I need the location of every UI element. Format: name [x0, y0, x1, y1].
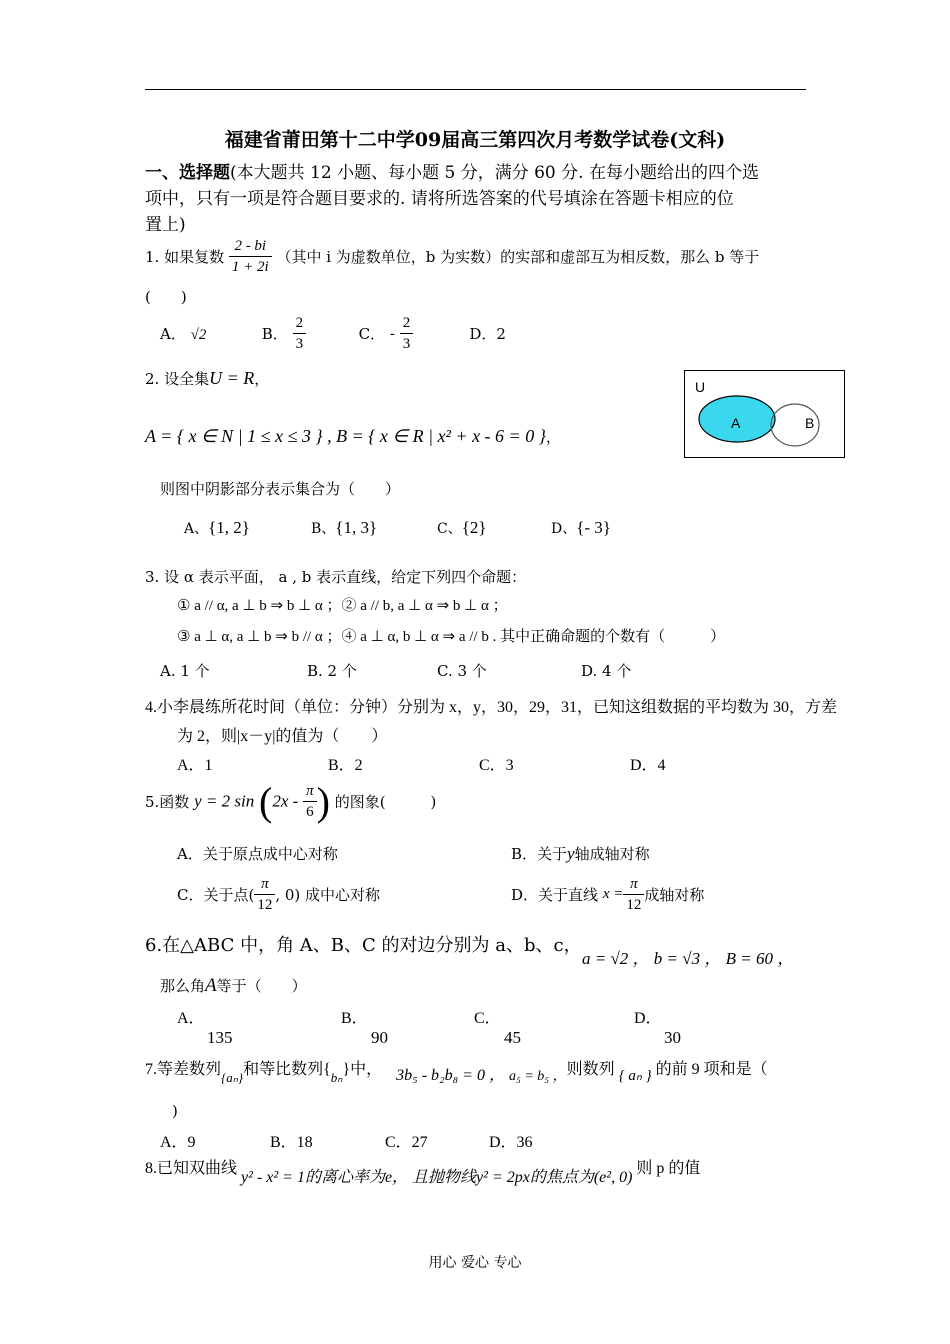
q5-opt-b: B．关于: [511, 845, 568, 863]
header-rule: [145, 89, 806, 90]
q7-stem-c: }中，: [342, 1061, 383, 1078]
q4-line2: 为 2，则|x－y|的值为（ ）: [177, 728, 388, 745]
q5-opt-c-den: 12: [257, 897, 273, 913]
instructions-line1: (本大题共 12 小题、每小题 5 分，满分 60 分. 在每小题给出的四个选: [230, 163, 759, 183]
q2-opt-c: C、: [437, 521, 462, 537]
q7-opt-b: B．18: [270, 1134, 313, 1151]
q5-opt-d-end: 成轴对称: [644, 886, 705, 904]
q7-seq-b: bₙ: [330, 1070, 343, 1085]
q2-options: [184, 518, 611, 538]
q5-opt-c-num: π: [254, 874, 275, 895]
q5-stem: 5.函数 y = 2 sin (2x - $\frac{\pi}{6}$ ) 的图象( ): [145, 779, 437, 824]
q5-opt-c-end: , 0) 成中心对称: [275, 886, 381, 904]
q1-opt-c-den: 3: [402, 336, 411, 352]
q7-seq-a: {aₙ}: [221, 1070, 244, 1085]
venn-label-u: U: [695, 379, 706, 395]
q2-opt-b-val: {1, 3}: [335, 518, 378, 537]
q7-cond2: a₅ = b₅ ，: [508, 1069, 567, 1084]
q1-opt-b-den: 3: [295, 336, 304, 352]
q2-sets: [145, 426, 561, 447]
venn-label-b: B: [805, 415, 815, 431]
q5-stem-b: 的图象( ): [334, 793, 437, 811]
section-heading: 一、选择题: [145, 163, 230, 183]
q1-opt-c: C．: [358, 325, 386, 343]
q3-opt-d: D. 4 个: [581, 662, 632, 680]
q7-seq-a2: { aₙ }: [618, 1068, 652, 1084]
q7-close: ): [172, 1102, 178, 1120]
q1-options: [160, 313, 506, 354]
q2-stem-text: 2. 设全集: [145, 370, 210, 388]
q1-frac-den: 1 + 2i: [231, 259, 269, 275]
q6-stem: 6.在△ABC 中，角 A、B、C 的对边分别为 a、b、c，: [145, 935, 582, 956]
page-footer: 用心 爱心 专心: [428, 1255, 522, 1271]
venn-label-a: A: [731, 415, 741, 431]
q1-opt-c-frac: [400, 313, 414, 354]
q2-universe: U = R: [209, 368, 255, 388]
q5-opt-d-den: 12: [626, 897, 642, 913]
q6-options: [177, 1005, 681, 1048]
q7-stem-a: 7.等差数列: [145, 1061, 222, 1078]
q6-opt-c: C．: [474, 1010, 501, 1027]
q2-opt-d: D、: [551, 521, 577, 537]
q6-opt-a-val: 135: [207, 1028, 233, 1047]
instructions-line2: 项中，只有一项是符合题目要求的. 请将所选答案的代号填涂在答题卡相应的位: [145, 189, 734, 209]
venn-svg: [685, 371, 844, 457]
q1-opt-b-num: 2: [293, 313, 307, 334]
q1-opt-c-sign: -: [389, 324, 395, 343]
q5-pi-frac: [303, 781, 317, 822]
q7-options: [160, 1129, 533, 1152]
q1-stem: [145, 236, 759, 277]
q3-line2: ③ a ⊥ α, a ⊥ b ⇒ b // α ；④ a ⊥ α, b ⊥ α ⇒ a // b . 其中正确命题的个数有（ ）: [177, 629, 726, 645]
q6-ask-b: 等于（ ）: [216, 977, 307, 995]
venn-diagram: [684, 370, 845, 458]
q5-opt-d-frac: [623, 874, 644, 915]
q2-comma: ，: [254, 370, 270, 388]
q2-opt-a: A、: [184, 521, 209, 537]
page-title: 福建省莆田第十二中学09届高三第四次月考数学试卷(文科): [224, 129, 726, 151]
q5-pi-den: 6: [306, 804, 314, 820]
q1-opt-b: B．: [261, 325, 288, 343]
q6-ask-a: 那么角: [160, 977, 206, 995]
q1-frac-num: 2 - bi: [229, 236, 272, 257]
q1-opt-a-val: √2: [190, 327, 207, 343]
q8-stem-a: 8.已知双曲线: [145, 1160, 238, 1177]
q5-opt-d: D．关于直线: [511, 886, 599, 904]
q5-func-pre: y = 2 sin: [194, 791, 255, 811]
q4-opt-a: A．1: [177, 757, 213, 774]
section-instructions: [145, 160, 759, 238]
q3-stem: 3. 设 α 表示平面， a , b 表示直线，给定下列四个命题：: [145, 568, 527, 586]
q7-stem-e: 的前 9 项和是（: [655, 1061, 768, 1078]
q1-paren: ( ): [145, 288, 187, 306]
q1-opt-c-num: 2: [400, 313, 414, 334]
q2-opt-c-val: {2}: [461, 518, 487, 537]
q4-line1: 4.小李晨练所花时间（单位：分钟）分别为 x，y，30，29，31，已知这组数据的平均数为 30，方差: [145, 699, 838, 716]
q5-opt-c-row: [177, 874, 380, 915]
q5-opt-d-num: π: [623, 874, 644, 895]
q2-set-def: A = { x ∈ N | 1 ≤ x ≤ 3 } , B = { x ∈ R | x² + x - 6 = 0 }: [145, 426, 546, 446]
q7-stem: [145, 1056, 768, 1085]
q3-options: [160, 660, 631, 681]
q8-curve: y² - x² = 1的离心率为e， 且抛物线y² = 2px的焦点为(e², 0): [241, 1169, 633, 1186]
q7-stem-b: 和等比数列{: [243, 1061, 331, 1078]
q5-opt-d-var: x =: [602, 886, 624, 902]
q6-ask-var: A: [205, 975, 217, 996]
q2-opt-d-val: {- 3}: [576, 518, 611, 537]
q7-stem-d: 则数列: [566, 1061, 615, 1078]
q7-opt-d: D．36: [489, 1134, 533, 1151]
q6-ask-row: [160, 975, 307, 997]
q1-opt-a: A．: [160, 325, 186, 343]
q2-opt-b: B、: [311, 521, 336, 537]
q1-stem-b: （其中 i 为虚数单位，b 为实数）的实部和虚部互为相反数，那么 b 等于: [276, 248, 760, 266]
q6-opt-d: D．: [634, 1010, 662, 1027]
q3-line1: ① a // α, a ⊥ b ⇒ b ⊥ α ；② a // b, a ⊥ α ⇒ b ⊥ α ；: [177, 598, 508, 614]
instructions-line3: 置上): [145, 215, 186, 235]
q6-opt-d-val: 30: [664, 1028, 681, 1047]
q2-opt-a-val: {1, 2}: [208, 518, 250, 537]
q4-options: [177, 752, 666, 775]
q5-opt-c-frac: [254, 874, 275, 915]
q5-opt-b-end: 轴成轴对称: [574, 845, 650, 863]
q5-opt-d-row: [511, 874, 704, 915]
q2-stem: [145, 368, 269, 389]
q5-opt-a: A．关于原点成中心对称: [177, 845, 338, 863]
q3-opt-c: C. 3 个: [437, 662, 487, 680]
q6-opt-a: A．: [177, 1010, 205, 1027]
q4-opt-b: B．2: [328, 757, 363, 774]
q7-cond1: 3b₅ - b₂b₈ = 0 ，: [396, 1067, 505, 1084]
q1-stem-a: 1. 如果复数: [145, 248, 225, 266]
q5-func-in: 2x -: [272, 791, 299, 811]
q8-stem-b: 则 p 的值: [636, 1160, 701, 1177]
q6-opt-b-val: 90: [371, 1028, 388, 1047]
q1-fraction: [229, 236, 272, 277]
q2-ask: 则图中阴影部分表示集合为（ ）: [160, 480, 401, 498]
q8-stem: [145, 1155, 701, 1186]
q4-opt-c: C．3: [479, 757, 514, 774]
q1-opt-d: D．2: [469, 325, 506, 343]
q7-opt-a: A．9: [160, 1134, 196, 1151]
q3-opt-a: A. 1 个: [160, 662, 210, 680]
q6-opt-b: B．: [341, 1010, 368, 1027]
q5-pi-num: π: [303, 781, 317, 802]
q1-opt-b-frac: [293, 313, 307, 354]
q6-opt-c-val: 45: [504, 1028, 521, 1047]
q4-opt-d: D．4: [630, 757, 666, 774]
q5-opt-b-var: y: [567, 844, 575, 863]
q7-opt-c: C．27: [385, 1134, 428, 1151]
q2-set-end: ，: [545, 428, 561, 446]
q5-opt-c: C．关于点(: [177, 886, 255, 904]
q5-opt-b-row: [511, 843, 650, 864]
q3-opt-b: B. 2 个: [307, 662, 357, 680]
q6-cond: a = √2 ， b = √3 ， B = 60 ，: [582, 949, 795, 968]
q5-stem-a: 5.函数: [145, 793, 190, 811]
